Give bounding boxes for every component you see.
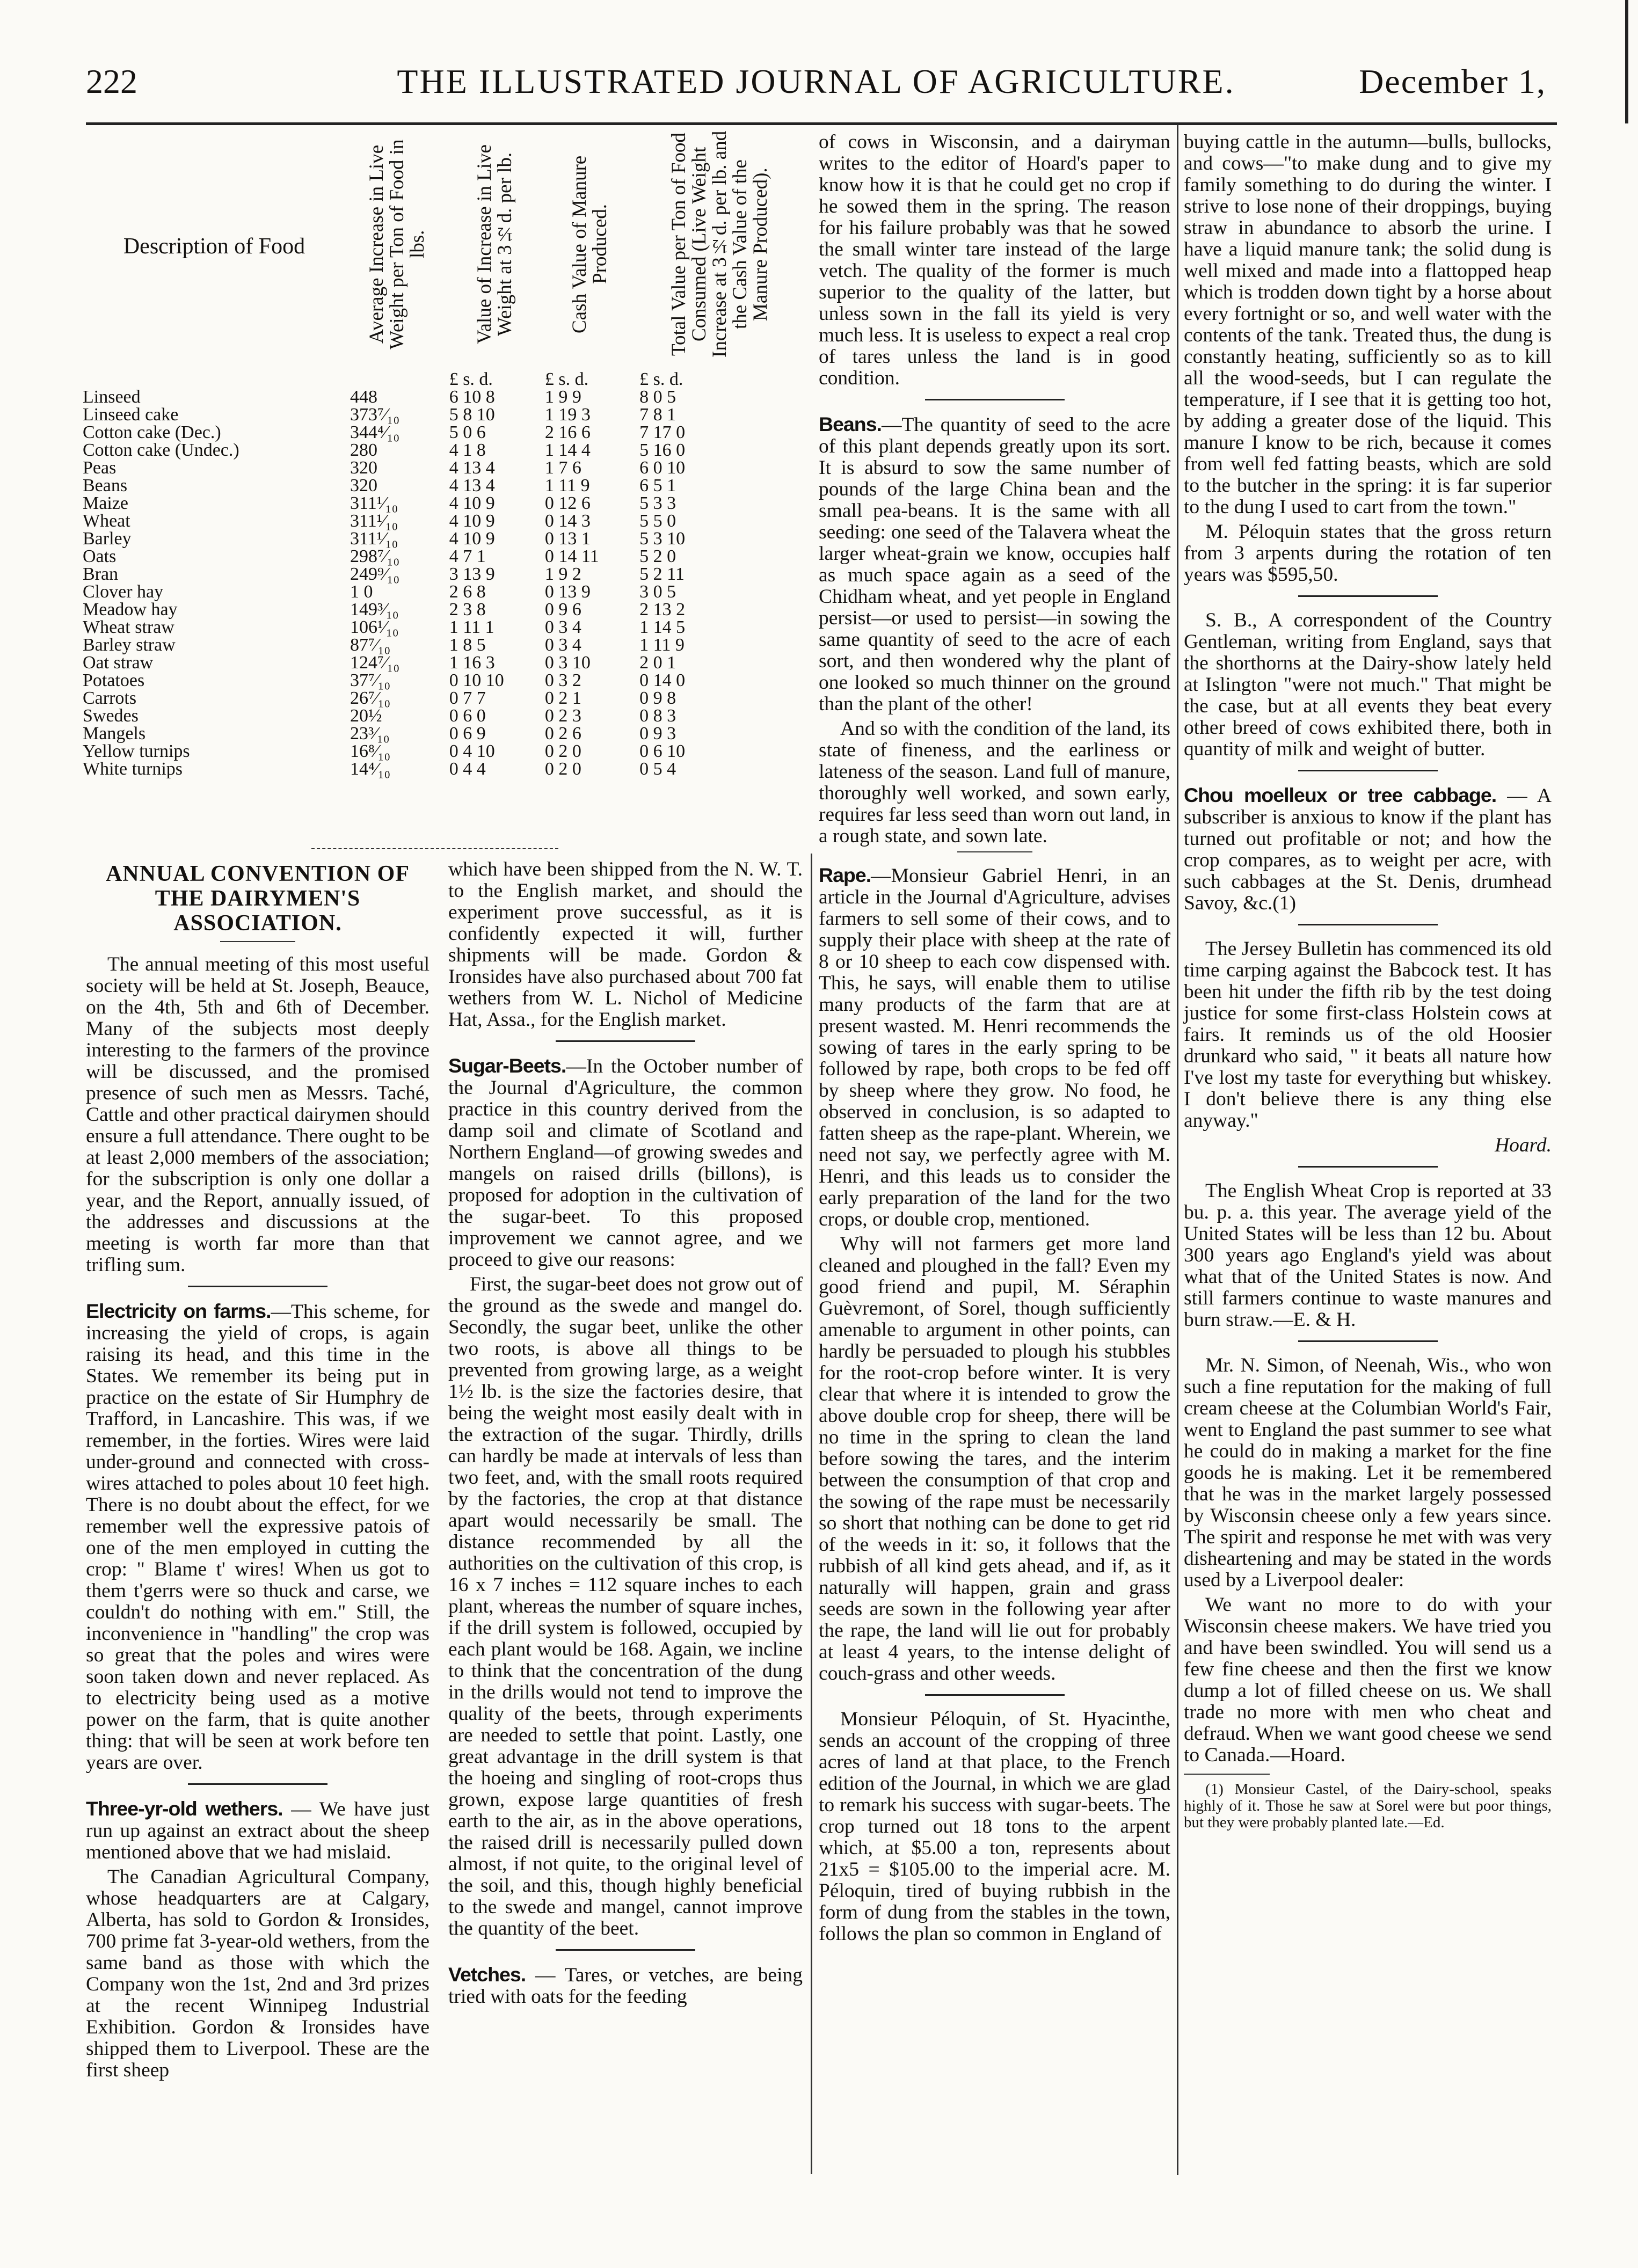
column-1 <box>86 862 429 2084</box>
value-cell: 2 6 8 <box>449 582 486 602</box>
value-cell: 0 6 10 <box>639 741 686 761</box>
table-header-row <box>81 129 803 364</box>
value-cell: 5 0 6 <box>449 422 486 442</box>
value-cell: 320 <box>350 476 377 495</box>
value-cell: 4 10 9 <box>449 511 495 531</box>
value-cell: 448 <box>350 387 377 407</box>
value-cell: 3 13 9 <box>449 564 495 584</box>
value-cell: 5 16 0 <box>639 440 686 460</box>
value-cell: 0 5 4 <box>639 759 676 779</box>
paragraph: First, the sugar-beet does not grow out of the ground as the swede and mangel do. Secondly, the sugar beet, unlike the other two roots, is above all things to be prevented from growing large, as a weight 1½ lb. is the size the factories desire, that being the weight most easily dealt with in the extraction of the sugar. Thirdly, drills can hardly be made at intervals of less than two feet, and, with the small roots required by the factories, the crop at that distance apart would necessarily be small. The distance recommended by all the authorities on the cultivation of this crop, is 16 x 7 inches = 112 square inches to each plant, whereas the number of square inches, if the drill system is followed, occupied by each plant would be 168. Again, we incline to think that the concentration of the dung in the drills would not tend to improve the quality of the beets, through experiments are needed to settle that point. Lastly, one great advantage in the drill system is that the hoeing and singling of root-crops thus grown, expose large quantities of fresh earth to the air, as in the above operations, the raised drill is necessarily pulled down almost, if not quite, to the original level of the soil, and this, though highly beneficial to the swede and mangel, cannot improve the quantity of the beet. <box>448 1273 803 1939</box>
table-row <box>81 530 803 548</box>
value-cell: 2 13 2 <box>639 600 686 619</box>
value-cell: 0 7 7 <box>449 688 486 708</box>
food-name-cell: White turnips <box>83 759 183 779</box>
table-row <box>81 441 803 459</box>
paragraph: Beans.—The quantity of seed to the acre of this plant depends greatly upon its sort. It is absurd to sow the same number of pounds of the large China bean and the small pea-beans. It is the same with all seeding: one seed of the Talavera wheat the larger wheat-grain we know, occupies half as much space again as a seed of the Chidham wheat, and yet people in England persist—or used to persist—in sowing the same quantity of seed to the acre of each sort, and then wondered why the plant of one looked so much thinner on the ground than the plant of the other! <box>819 413 1170 715</box>
value-cell: 4 1 8 <box>449 440 486 460</box>
value-cell: 106¹⁄₁₀ <box>350 617 399 637</box>
table-row <box>81 424 803 441</box>
paragraph: S. B., A correspondent of the Country Gentleman, writing from England, says that the shorthorns at the Dairy-show lately held at Islington "were not much." That might be the case, but at all events they beat every other breed of cows exhibited there, both in quantity of milk and weight of butter. <box>1184 609 1552 760</box>
section-rule <box>1298 1166 1438 1168</box>
table-row <box>81 388 803 406</box>
value-cell: 5 2 0 <box>639 546 676 566</box>
column-header: Description of Food <box>123 234 305 259</box>
value-cell: 280 <box>350 440 377 460</box>
signature: Hoard. <box>1495 1134 1552 1156</box>
paragraph: M. Péloquin states that the gross return from 3 arpents during the rotation of ten years was $595,50. <box>1184 521 1552 586</box>
article-heading: ANNUAL CONVENTION OF THE DAIRYMEN'S ASSOCIATION. <box>105 862 410 936</box>
value-cell: 0 3 4 <box>544 635 581 655</box>
section-lead: Chou moelleux or tree cabbage. <box>1184 784 1497 806</box>
food-name-cell: Yellow turnips <box>83 741 190 761</box>
table-row <box>81 654 803 672</box>
page-number: 222 <box>86 62 137 100</box>
food-name-cell: Linseed <box>83 387 141 407</box>
value-cell: 6 5 1 <box>639 476 676 495</box>
food-name-cell: Meadow hay <box>83 600 178 619</box>
value-cell: 8 0 5 <box>639 387 676 407</box>
paragraph: The English Wheat Crop is reported at 33 bu. p. a. this year. The average yield of the United States will be less than 12 bu. About 300 years ago England's yield was about what that of the United States is now. And still farmers continue to waste manures and burn straw.—E. & H. <box>1184 1180 1552 1331</box>
value-cell: 0 2 6 <box>544 724 581 743</box>
table-row <box>81 512 803 530</box>
food-name-cell: Wheat <box>83 511 130 531</box>
table-row <box>81 601 803 618</box>
table-row <box>81 760 803 778</box>
food-name-cell: Barley straw <box>83 635 176 655</box>
value-cell: 1 9 9 <box>544 387 581 407</box>
column-2 <box>448 859 803 2011</box>
value-cell: 0 6 0 <box>449 706 486 726</box>
section-lead: Three-yr-old wethers. <box>86 1797 283 1820</box>
value-cell: 0 4 4 <box>449 759 486 779</box>
page-edge-mark <box>1625 0 1628 123</box>
section-lead: Vetches. <box>448 1963 526 1986</box>
value-cell: 1 19 3 <box>544 405 591 425</box>
column-header: Cash Value of Manure Produced. <box>569 155 611 333</box>
value-cell: 0 6 9 <box>449 724 486 743</box>
section-rule <box>1298 595 1438 597</box>
unit-cell: £ s. d. <box>449 369 493 389</box>
value-cell: 20½ <box>350 706 382 726</box>
value-cell: 4 10 9 <box>449 529 495 549</box>
value-cell: 311¹⁄₁₀ <box>350 529 398 549</box>
value-cell: 1 14 5 <box>639 617 686 637</box>
value-cell: 1 14 4 <box>544 440 591 460</box>
paragraph: of cows in Wisconsin, and a dairyman writes to the editor of Hoard's paper to know how it is that he could get no crop if he sowed them in the spring. The reason for his failure probably was that he sowed the small winter tare instead of the large vetch. The quality of the former is much superior to the quality of the latter, but unless sown in the fall its yield is very much less. It is useless to expect a real crop of tares unless the land is in good condition. <box>819 131 1170 389</box>
section-rule <box>188 1783 327 1785</box>
value-cell: 5 3 3 <box>639 493 676 513</box>
section-rule <box>556 1040 695 1042</box>
food-name-cell: Barley <box>83 529 132 549</box>
paragraph: Vetches. — Tares, or vetches, are being tried with oats for the feeding <box>448 1963 803 2008</box>
page-header <box>86 56 1546 121</box>
food-name-cell: Maize <box>83 493 128 513</box>
paragraph: which have been shipped from the N. W. T. to the English market, and should the experiment prove successful, as it is confidently expected it will, further shipments will be made. Gordon & Ironsides have also purchased about 700 fat wethers from W. L. Nichol of Medicine Hat, Assa., for the English market. <box>448 858 803 1031</box>
food-name-cell: Potatoes <box>83 670 145 690</box>
value-cell: 1 16 3 <box>449 653 495 673</box>
section-lead: Sugar-Beets. <box>448 1054 566 1077</box>
value-cell: 0 3 2 <box>544 670 581 690</box>
value-cell: 0 3 4 <box>544 617 581 637</box>
value-cell: 311¹⁄₁₀ <box>350 511 398 531</box>
value-cell: 0 12 6 <box>544 493 591 513</box>
value-cell: 5 5 0 <box>639 511 676 531</box>
value-cell: 2 16 6 <box>544 422 591 442</box>
table-row <box>81 406 803 424</box>
value-cell: 0 9 3 <box>639 724 676 743</box>
value-cell: 1 0 <box>350 582 373 602</box>
value-cell: 6 0 10 <box>639 458 686 478</box>
paragraph: Mr. N. Simon, of Neenah, Wis., who won such a fine reputation for the making of full cream cheese at the Columbian World's Fair, went to England the past summer to see what he could do in making a market for the fine goods he is making. Let it be remembered that he was in the market largely possessed by Wisconsin cheese only a few years since. The spirit and response he met with was very disheartening and may be stated in the words used by a Liverpool dealer: <box>1184 1354 1552 1591</box>
column-header: Total Value per Ton of Food Consumed (Live Weight Increase at 3½d. per lb. and the Cash Value of the Manure Produced). <box>668 130 772 358</box>
value-cell: 4 13 4 <box>449 476 495 495</box>
value-cell: 0 14 3 <box>544 511 591 531</box>
value-cell: 4 10 9 <box>449 493 495 513</box>
food-name-cell: Wheat straw <box>83 617 174 637</box>
value-cell: 373⁷⁄₁₀ <box>350 405 400 425</box>
unit-cell: £ s. d. <box>639 369 683 389</box>
table-row <box>81 707 803 725</box>
unit-cell: £ s. d. <box>544 369 589 389</box>
section-rule <box>556 1949 695 1951</box>
value-cell: 5 8 10 <box>449 405 495 425</box>
value-cell: 249⁹⁄₁₀ <box>350 564 400 584</box>
food-name-cell: Carrots <box>83 688 137 708</box>
paragraph: Monsieur Péloquin, of St. Hyacinthe, sends an account of the cropping of three acres of land at that place, to the French edition of the Journal, in which we are glad to remark his success with sugar-beets. The crop turned out 18 tons to the arpent which, at $5.00 a ton, represents about 21x5 = $105.00 to the imperial acre. M. Péloquin, tired of buying rubbish in the form of dung from the stables in the town, follows the plan so common in England of <box>819 1708 1170 1945</box>
paragraph: And so with the condition of the land, its state of fineness, and the earliness or lateness of the season. Land full of manure, thoroughly well worked, and sown early, requires far less seed than worn out land, in a rough state, and sown late. <box>819 718 1170 847</box>
table-row <box>81 583 803 601</box>
value-cell: 0 2 0 <box>544 759 581 779</box>
value-cell: 1 7 6 <box>544 458 581 478</box>
journal-title: THE ILLUSTRATED JOURNAL OF AGRICULTURE. <box>397 62 1235 100</box>
value-cell: 344⁴⁄₁₀ <box>350 422 400 442</box>
value-cell: 0 4 10 <box>449 741 495 761</box>
value-cell: 87⁷⁄₁₀ <box>350 635 391 655</box>
section-rule <box>188 1286 327 1287</box>
value-cell: 1 11 9 <box>544 476 590 495</box>
section-rule <box>1298 770 1438 771</box>
value-cell: 1 8 5 <box>449 635 486 655</box>
paragraph: Three-yr-old wethers. — We have just run up against an extract about the sheep mentioned above that we had mislaid. <box>86 1797 429 1863</box>
short-rule <box>220 941 295 942</box>
food-name-cell: Beans <box>83 476 128 495</box>
value-cell: 16⁸⁄₁₀ <box>350 741 391 761</box>
paragraph: buying cattle in the autumn—bulls, bullocks, and cows—"to make dung and to give my family something to do during the winter. I strive to lose none of their droppings, buying straw in abundance to absorb the urine. I have a liquid manure tank; the solid dung is well mixed and made into a flattopped heap which is trodden down tight by a horse about every fortnight or so, and well water with the contents of the tank. Treated thus, the dung is constantly heating, sufficiently so as to kill all the wood-seeds, but I can regulate the temperature, if I see that it is getting too hot, by adding a greater dose of the liquid. This manure I know to be rich, because it comes from well fed fatting beasts, which are sold to the butcher in the spring: it is far superior to the dung I used to cart from the town." <box>1184 131 1552 518</box>
paragraph: We want no more to do with your Wisconsin cheese makers. We have tried you and have been swindled. You will send us a few fine cheese and then the first we know dump a lot of filled cheese on us. We shall trade no more with men who cheat and defraud. When we want good cheese we send to Canada.—Hoard. <box>1184 1594 1552 1766</box>
table-end-divider <box>311 848 558 849</box>
value-cell: 3 0 5 <box>639 582 676 602</box>
food-value-table <box>81 129 803 843</box>
value-cell: 0 9 8 <box>639 688 676 708</box>
food-name-cell: Mangels <box>83 724 146 743</box>
table-row <box>81 565 803 583</box>
value-cell: 1 11 1 <box>449 617 494 637</box>
table-row <box>81 725 803 742</box>
column-divider-3 <box>1177 125 1178 2175</box>
column-4 <box>1184 132 1552 1834</box>
value-cell: 37⁷⁄₁₀ <box>350 670 391 690</box>
table-row <box>81 618 803 636</box>
food-name-cell: Cotton cake (Dec.) <box>83 422 221 442</box>
value-cell: 26⁷⁄₁₀ <box>350 688 391 708</box>
value-cell: 23³⁄₁₀ <box>350 724 390 743</box>
header-rule <box>86 122 1557 125</box>
paragraph: Chou moelleux or tree cabbage. — A subscriber is anxious to know if the plant has turned out profitable or not; and how the crop compares, as to weight per acre, with such cabbages at the St. Denis, drumhead Savoy, &c.(1) <box>1184 784 1552 914</box>
value-cell: 0 8 3 <box>639 706 676 726</box>
value-cell: 0 13 9 <box>544 582 591 602</box>
value-cell: 5 3 10 <box>639 529 686 549</box>
value-cell: 0 2 3 <box>544 706 581 726</box>
section-rule <box>1298 1340 1438 1342</box>
column-header: Average Increase in Live Weight per Ton of Food in lbs. <box>366 139 429 349</box>
value-cell: 0 13 1 <box>544 529 591 549</box>
column-divider-1 <box>811 854 812 2174</box>
value-cell: 7 8 1 <box>639 405 676 425</box>
value-cell: 0 2 0 <box>544 741 581 761</box>
food-name-cell: Peas <box>83 458 117 478</box>
table-row <box>81 672 803 689</box>
section-rule <box>1298 924 1438 925</box>
footnote: (1) Monsieur Castel, of the Dairy-school, speaks highly of it. Those he saw at Sorel were but poor things, but they were probably planted late.—Ed. <box>1184 1781 1552 1831</box>
food-name-cell: Oats <box>83 546 117 566</box>
value-cell: 298⁷⁄₁₀ <box>350 546 400 566</box>
value-cell: 5 2 11 <box>639 564 685 584</box>
value-cell: 0 14 0 <box>639 670 686 690</box>
paragraph: The annual meeting of this most useful society will be held at St. Joseph, Beauce, on the 4th, 5th and 6th of December. Many of the subjects most deeply interesting to the farmers of the province will be discussed, and the promised presence of such men as Messrs. Taché, Cattle and other practical dairymen should ensure a full attendance. There ought to be at least 2,000 members of the association; for the subscription is only one dollar a year, and the Report, annually issued, of the addresses and discussions at the meeting is worth far more than that trifling sum. <box>86 953 429 1276</box>
units-row <box>81 364 803 388</box>
section-lead: Rape. <box>819 864 871 886</box>
table-row <box>81 689 803 707</box>
food-name-cell: Cotton cake (Undec.) <box>83 440 239 460</box>
paragraph: The Canadian Agricultural Company, whose headquarters are at Calgary, Alberta, has sold to Gordon & Ironsides, 700 prime fat 3-year-old wethers, from the same band as those with which the Company won the 1st, 2nd and 3rd prizes at the recent Winnipeg Industrial Exhibition. Gordon & Ironsides have shipped them to Liverpool. These are the first sheep <box>86 1866 429 2081</box>
value-cell: 0 2 1 <box>544 688 581 708</box>
value-cell: 2 0 1 <box>639 653 676 673</box>
table-row <box>81 742 803 760</box>
value-cell: 14⁴⁄₁₀ <box>350 759 391 779</box>
table-row <box>81 459 803 477</box>
section-lead: Electricity on farms. <box>86 1300 271 1322</box>
food-name-cell: Linseed cake <box>83 405 179 425</box>
value-cell: 1 11 9 <box>639 635 685 655</box>
value-cell: 0 10 10 <box>449 670 504 690</box>
value-cell: 4 7 1 <box>449 546 486 566</box>
paragraph: Sugar-Beets.—In the October number of the Journal d'Agriculture, the common practice in this country derived from the damp soil and climate of Scotland and Northern England—of growing swedes and mangels on raised drills (billons), is proposed for adoption in the cultivation of the sugar-beet. To this proposed improvement we cannot agree, and we proceed to give our reasons: <box>448 1054 803 1271</box>
column-3 <box>819 132 1170 1948</box>
section-rule <box>925 1694 1065 1696</box>
short-rule <box>957 851 1032 852</box>
paragraph: Electricity on farms.—This scheme, for increasing the yield of crops, is again raising its head, and this time in the States. We remember its being put in practice on the estate of Sir Humphry de Trafford, in Lancashire. This was, if we remember, in the forties. Wires were laid under-ground and connected with cross-wires attached to poles about 10 feet high. There is no doubt about the effect, for we remember well the expressive patois of one of the men employed in cutting the crop: " Blame t' wires! When us got to them t'gerrs were so thuck and carse, we couldn't do nothing with em." Still, the inconvenience in "handling" the crop was so great that the poles and wires were soon taken down and never replaced. As to electricity being used as a motive power on the farm, that is quite another thing: that will be seen at work before ten years are over. <box>86 1300 429 1774</box>
value-cell: 0 14 11 <box>544 546 599 566</box>
value-cell: 124⁷⁄₁₀ <box>350 653 400 673</box>
value-cell: 2 3 8 <box>449 600 486 619</box>
column-header: Value of Increase in Live Weight at 3½d. per lb. <box>473 144 516 344</box>
food-name-cell: Clover hay <box>83 582 164 602</box>
section-lead: Beans. <box>819 413 882 435</box>
footnote-rule <box>1184 1774 1270 1775</box>
unit-cell <box>348 364 447 388</box>
table-row <box>81 548 803 565</box>
value-cell: 1 9 2 <box>544 564 581 584</box>
value-cell: 149³⁄₁₀ <box>350 600 399 619</box>
value-cell: 0 3 10 <box>544 653 591 673</box>
table-row <box>81 477 803 494</box>
value-cell: 311¹⁄₁₀ <box>350 493 398 513</box>
table-row <box>81 636 803 654</box>
paragraph: The Jersey Bulletin has commenced its old time carping against the Babcock test. It has been hit under the fifth rib by the test doing justice for some first-class Holstein cows at fairs. It reminds us of the old Hoosier drunkard who said, " it beats all nature how I've lost my taste for everything but whiskey. I don't believe there is any thing else anyway." <box>1184 938 1552 1132</box>
value-cell: 320 <box>350 458 377 478</box>
food-name-cell: Bran <box>83 564 119 584</box>
unit-cell <box>81 364 348 388</box>
value-cell: 4 13 4 <box>449 458 495 478</box>
section-rule <box>925 399 1065 400</box>
table-row <box>81 494 803 512</box>
food-name-cell: Oat straw <box>83 653 154 673</box>
paragraph: Rape.—Monsieur Gabriel Henri, in an article in the Journal d'Agriculture, advises farmers to sell some of their cows, and to supply their place with sheep at the rate of 8 or 10 sheep to each cow dispensed with. This, he says, will enable them to utilise many products of the farm that are at present wasted. M. Henri recommends the sowing of tares in the early spring to be followed by rape, both crops to be fed off by sheep where they grow. No food, he observed in conclusion, is so adapted to fatten sheep as the rape-plant. Wherein, we need not say, we perfectly agree with M. Henri, and this leads us to consider the early preparation of the land for the two crops, or double crop, mentioned. <box>819 864 1170 1230</box>
value-cell: 7 17 0 <box>639 422 686 442</box>
food-name-cell: Swedes <box>83 706 139 726</box>
value-cell: 6 10 8 <box>449 387 495 407</box>
value-cell: 0 9 6 <box>544 600 581 619</box>
issue-date: December 1, <box>1359 62 1546 100</box>
paragraph: Why will not farmers get more land cleaned and ploughed in the fall? Even my good friend and pupil, M. Séraphin Guèvremont, of Sorel, though sufficiently amenable to argument in other points, can hardly be persuaded to plough his stubbles for the root-crop before winter. It is very clear that where it is intended to grow the above double crop for sheep, there will be no time in the spring to clean the land before sowing the tares, and the interim between the consumption of that crop and the sowing of the rape must be necessarily so short that nothing can be done to get rid of the weeds in it: so, it follows that the rubbish of all kind gets ahead, and if, as it naturally will happen, grain and grass seeds are sown in the following year after the rape, the land will lie out for probably at least 4 years, to the intense delight of couch-grass and other weeds. <box>819 1233 1170 1684</box>
